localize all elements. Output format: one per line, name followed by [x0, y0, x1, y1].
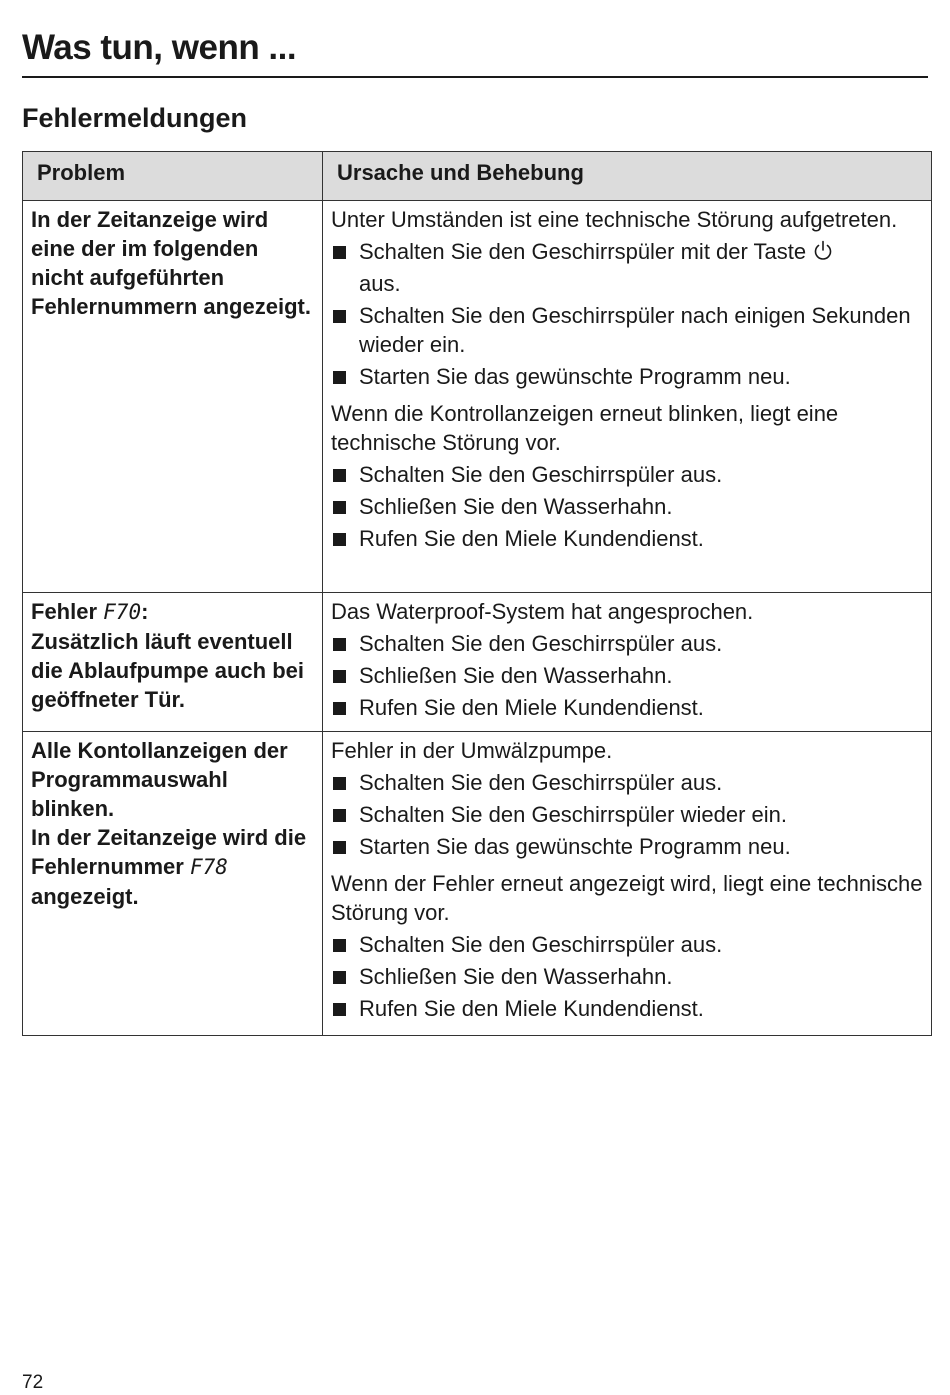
power-icon [812, 240, 834, 269]
page-title: Was tun, wenn ... [22, 28, 297, 67]
bullet-square-icon [333, 371, 346, 384]
table-header-row [23, 152, 932, 201]
cause-text: Fehler in der Umwälzpumpe. [331, 738, 613, 763]
bullet-square-icon [333, 971, 346, 984]
list-item [331, 460, 923, 489]
problem-cell [23, 201, 323, 593]
bullet-square-icon [333, 777, 346, 790]
step-list [331, 768, 923, 861]
list-item [331, 629, 923, 658]
cause-text: Unter Umständen ist eine technische Störung aufgetreten. [331, 207, 898, 232]
list-item [331, 301, 923, 359]
step-list [331, 460, 923, 553]
bullet-square-icon [333, 1003, 346, 1016]
step-text: Rufen Sie den Miele Kundendienst. [359, 695, 704, 720]
step-text: Schalten Sie den Geschirrspüler wieder ein. [359, 802, 788, 827]
column-header-problem: Problem [23, 152, 323, 201]
bullet-square-icon [333, 533, 346, 546]
bullet-square-icon [333, 469, 346, 482]
table-row [23, 732, 932, 1036]
problem-colon: : [141, 599, 149, 624]
bullet-square-icon [333, 310, 346, 323]
table-row [23, 593, 932, 732]
bullet-square-icon [333, 809, 346, 822]
step-text: Rufen Sie den Miele Kundendienst. [359, 996, 704, 1021]
solution-cell [323, 732, 932, 1036]
list-item [331, 930, 923, 959]
step-text: Schalten Sie den Geschirrspüler mit der Taste [359, 239, 807, 264]
step-text: Schalten Sie den Geschirrspüler nach einigen Sekunden wieder ein. [359, 303, 911, 357]
error-table [22, 151, 932, 1036]
step-list [331, 629, 923, 722]
bullet-square-icon [333, 246, 346, 259]
problem-prefix: Fehler [31, 599, 98, 624]
bullet-square-icon [333, 841, 346, 854]
step-text: Schalten Sie den Geschirrspüler aus. [359, 462, 723, 487]
step-text: Schalten Sie den Geschirrspüler aus. [359, 770, 723, 795]
problem-text: Zusätzlich läuft eventuell die Ablaufpumpe auch bei geöffneter Tür. [31, 629, 304, 712]
page-number: 72 [22, 1372, 44, 1393]
problem-text: In der Zeitanzeige wird die Fehlernummer [31, 825, 307, 879]
step-text: Schalten Sie den Geschirrspüler aus. [359, 932, 723, 957]
list-item [331, 524, 923, 553]
problem-cell [23, 593, 323, 732]
bullet-square-icon [333, 638, 346, 651]
step-text: Schließen Sie den Wasserhahn. [359, 663, 673, 688]
list-item [331, 832, 923, 861]
bullet-square-icon [333, 702, 346, 715]
error-code: F78 [189, 855, 228, 879]
cause-text: Wenn die Kontrollanzeigen erneut blinken, liegt eine technische Störung vor. [331, 401, 839, 455]
list-item [331, 661, 923, 690]
list-item [331, 800, 923, 829]
problem-text: angezeigt. [31, 884, 139, 909]
step-list [331, 237, 923, 391]
list-item [331, 362, 923, 391]
problem-text: In der Zeitanzeige wird eine der im folgenden nicht aufgeführten Fehlernummern angezeigt. [31, 207, 311, 319]
list-item [331, 492, 923, 521]
bullet-square-icon [333, 939, 346, 952]
problem-text: Alle Kontollanzeigen der Programmauswahl blinken. [31, 738, 288, 821]
step-list [331, 930, 923, 1023]
table-row [23, 201, 932, 593]
error-code: F70 [103, 600, 142, 624]
list-item [331, 237, 923, 298]
column-header-cause: Ursache und Behebung [323, 152, 932, 201]
bullet-square-icon [333, 501, 346, 514]
list-item [331, 768, 923, 797]
bullet-square-icon [333, 670, 346, 683]
step-text: Starten Sie das gewünschte Programm neu. [359, 834, 791, 859]
list-item [331, 693, 923, 722]
list-item [331, 994, 923, 1023]
solution-cell [323, 201, 932, 593]
step-text: Schalten Sie den Geschirrspüler aus. [359, 631, 723, 656]
step-text: Rufen Sie den Miele Kundendienst. [359, 526, 704, 551]
solution-cell [323, 593, 932, 732]
problem-cell [23, 732, 323, 1036]
step-text-suffix: aus. [359, 271, 401, 296]
title-divider [22, 76, 928, 78]
step-text: Schließen Sie den Wasserhahn. [359, 494, 673, 519]
list-item [331, 962, 923, 991]
step-text: Schließen Sie den Wasserhahn. [359, 964, 673, 989]
cause-text: Das Waterproof-System hat angesprochen. [331, 599, 754, 624]
section-title: Fehlermeldungen [22, 103, 248, 133]
step-text: Starten Sie das gewünschte Programm neu. [359, 364, 791, 389]
cause-text: Wenn der Fehler erneut angezeigt wird, liegt eine technische Störung vor. [331, 871, 923, 925]
